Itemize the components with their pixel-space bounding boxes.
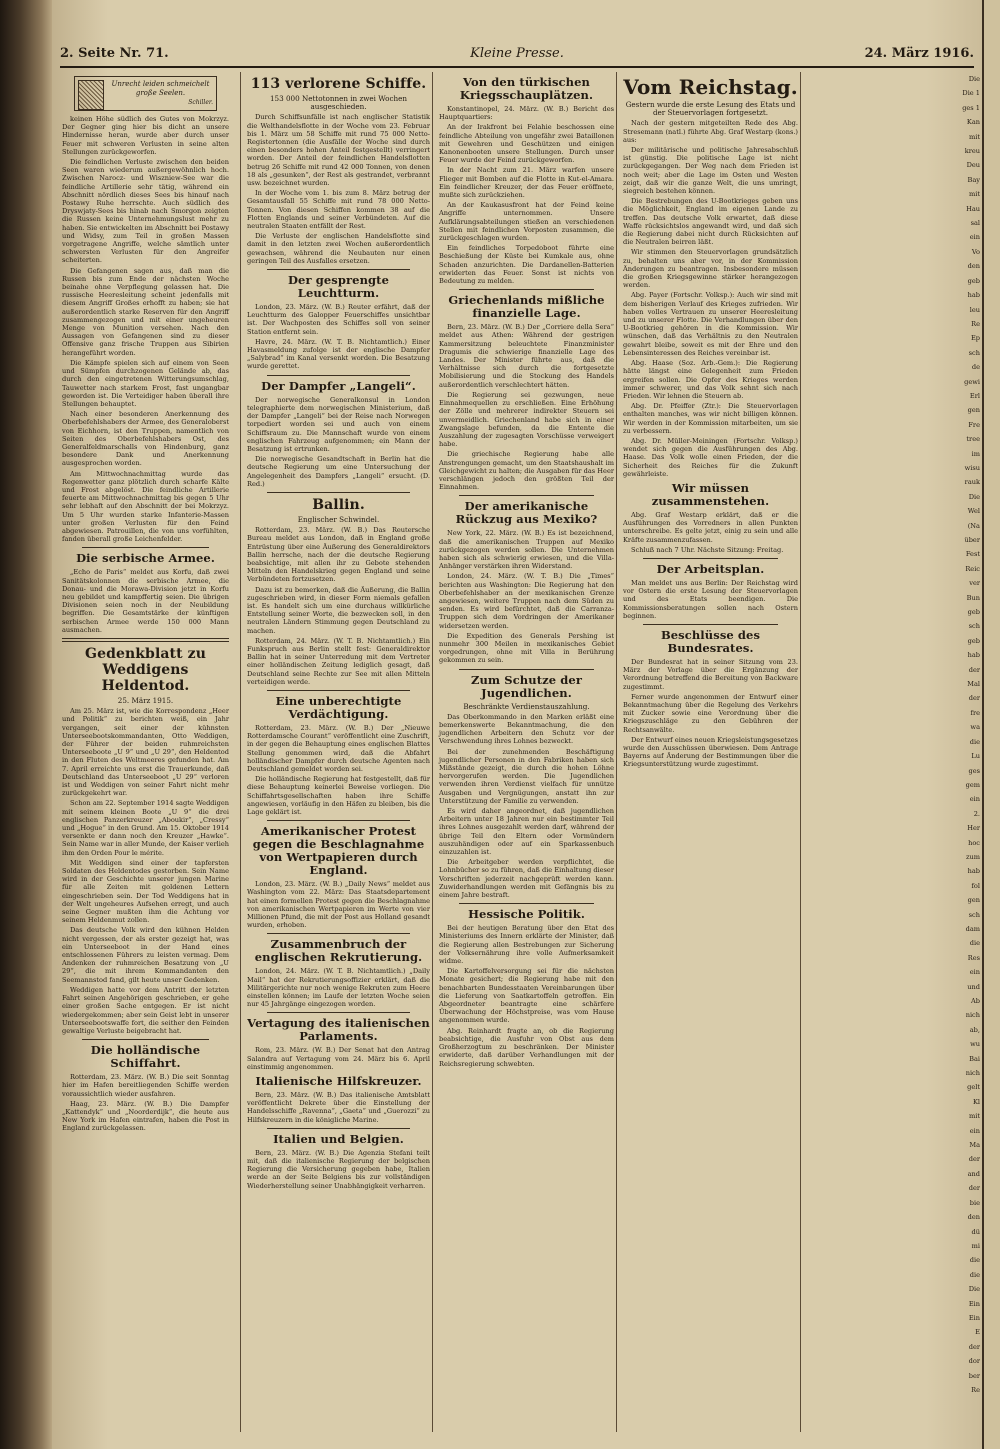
headline-greece-finance: Griechenlands mißliche finanzielle Lage. bbox=[448, 293, 605, 321]
column-3 bbox=[432, 72, 617, 1432]
text-fragment: Ein bbox=[968, 1313, 980, 1322]
text-fragment: hab bbox=[967, 651, 980, 660]
paragraph: London, 23. März. (W. B.) „Daily News“ meldet aus Washington vom 22. März: Das Staatsdepartement hat einen formellen Protest gegen die Beschlagnahme von amerikanischen Wertpapieren im Werte von vier Millionen Pfund, die mit der Post aus Holland gesandt wurden, erhoben. bbox=[247, 880, 430, 930]
paragraph: Havre, 24. März. (W. T. B. Nichtamtlich.) Einer Havasmeldung zufolge ist der englische Dampfer „Salybrad“ im Kanal versenkt worden. Die Besatzung wurde gerettet. bbox=[247, 337, 430, 371]
text-fragment: Kl bbox=[972, 1097, 980, 1106]
paragraph: Der Bundesrat hat in seiner Sitzung vom 23. März der Vorlage über die Ergänzung der Verordnung betreffend die Bereitung von Backware zugestimmt. bbox=[623, 657, 798, 691]
paragraph: Weddigen hatte vor dem Antritt der letzten Fahrt seinen Angehörigen geschrieben, er gehe einer großen Sache entgegen. Er ist nicht wiedergekommen; aber sein Geist lebt in unserer Unterseebootswaffe fort, die seither den Feinden gewaltige Verluste beigebracht hat. bbox=[62, 985, 229, 1035]
text-fragment: den bbox=[967, 262, 980, 271]
emblem-icon bbox=[78, 80, 104, 110]
text-fragment: and bbox=[967, 1169, 980, 1178]
headline-langeli: Der Dampfer „Langeli“. bbox=[261, 378, 416, 393]
text-fragment: dor bbox=[968, 1357, 980, 1366]
text-fragment: Hau bbox=[966, 204, 980, 213]
paragraph: Der militärische und politische Jahresabschluß ist günstig. Die politische Lage ist nicht zurückgegangen. Der Weg nach dem Frieden ist noch weit; aber die Lage im Osten und Westen zeigt, daß wir die ganze Welt, die uns umringt, siegreich bestehen können. bbox=[623, 146, 798, 196]
text-fragment: geb bbox=[967, 636, 980, 645]
text-fragment: fol bbox=[971, 881, 980, 890]
text-fragment: und bbox=[967, 982, 980, 991]
text-fragment: gem bbox=[965, 780, 980, 789]
text-fragment: die bbox=[969, 737, 980, 746]
text-fragment: die bbox=[969, 1270, 980, 1279]
headline-weddigen: Gedenkblatt zu Weddigens Heldentod. bbox=[85, 645, 206, 694]
paragraph: Die norwegische Gesandtschaft in Berlin hat die deutsche Regierung um eine Untersuchung der Angelegenheit des Dampfers „Langeli“ ersucht. (D. Red.) bbox=[247, 455, 430, 488]
paragraph: Die Bestrebungen des U-Bootkrieges geben uns die Möglichkeit, England im eigenen Lande zu treffen. Das deutsche Volk erwartet, daß diese Waffe rücksichtslos angewandt wird, und daß sich die Regierung dabei nicht durch Rücksichten auf die Neutralen beirren läßt. bbox=[623, 197, 798, 247]
newspaper-title: Kleine Presse. bbox=[470, 46, 564, 61]
headline-recruitment: Zusammenbruch der englischen Rekrutierung. bbox=[254, 937, 423, 965]
text-fragment: wisu bbox=[964, 463, 980, 472]
paragraph: Schon am 22. September 1914 sagte Weddigen mit seinem kleinen Boote „U 9“ die drei englischen Panzerkreuzer „Aboukir“, „Cressy“ und „Hogue“ in den Grund. Am 15. Oktober 1914 versenkte er dann noch den Kreuzer „Hawke“. Sein Name war in aller Munde, der Kaiser verlieh ihm den Orden Pour le mérite. bbox=[62, 799, 229, 857]
headline-suspicion: Eine unberechtigte Verdächtigung. bbox=[275, 693, 402, 721]
article-body bbox=[247, 724, 430, 816]
text-fragment: 2. bbox=[973, 809, 980, 818]
article-body bbox=[247, 1046, 430, 1071]
paragraph: Abg. Payer (Fortschr. Volksp.): Auch wir sind mit dem bisherigen Verlauf des Krieges zufrieden. Wir haben volles Vertrauen zu unserer Heeresleitung und zu unserer Flotte. Die Verhandlungen über den U-Bootkrieg gehören in die Kommission. Wir wünschen, daß das Verhältnis zu den Neutralen gewahrt bleibe, soweit es mit der Ehre und den Lebensinteressen des Reiches vereinbar ist. bbox=[623, 291, 798, 357]
paragraph: An der Kaukasusfront hat der Feind keine Angriffe unternommen. Unsere Aufklärungsabteilungen stießen an verschiedenen Stellen mit feindlichen Vorposten zusammen, die zurückgeschlagen wurden. bbox=[439, 201, 614, 243]
headline-ballin: Ballin. bbox=[312, 496, 365, 513]
text-fragment: Vo bbox=[971, 247, 980, 256]
paragraph: Abg. Reinhardt fragte an, ob die Regierung beabsichtige, die Ausfuhr von Obst aus dem Großherzogtum zu beschränken. Der Minister erwiderte, daß darüber Verhandlungen mit der Reichsregierung schwebten. bbox=[439, 1026, 614, 1068]
subheadline: Beschränkte Verdienstauszahlung. bbox=[463, 701, 590, 711]
paragraph: Schluß nach 7 Uhr. Nächste Sitzung: Freitag. bbox=[631, 545, 784, 554]
text-fragment: Bun bbox=[966, 593, 980, 602]
text-fragment: ein bbox=[969, 233, 980, 242]
text-fragment: Die bbox=[968, 1285, 980, 1294]
text-fragment: gelt bbox=[967, 1083, 980, 1092]
paragraph: Es wird daher angeordnet, daß jugendlichen Arbeitern unter 18 Jahren nur ein bestimmter Teil ihres Lohnes ausgezahlt werden darf, während der übrige Teil den Eltern oder Vormündern auszuhändigen oder auf ein Sparkassenbuch einzuzahlen ist. bbox=[439, 807, 614, 857]
paragraph: Abg. Haase (Soz. Arb.-Gem.): Die Regierung hätte längst eine Gelegenheit zum Frieden ergreifen sollen. Die Opfer des Krieges werden immer schwerer, und das Volk sehnt sich nach Frieden. Wir lehnen die Steuern ab. bbox=[623, 359, 798, 400]
paragraph: Die griechische Regierung habe alle Anstrengungen gemacht, um den Staatshaushalt im Gleichgewicht zu halten; die Ausgaben für das Heer verschlängen jedoch den größten Teil der Einnahmen. bbox=[439, 450, 614, 492]
paragraph: keinen Höhe südlich des Gutes von Mokrzyz. Der Gegner ging hier bis dicht an unsere Hindernisse heran, wurde aber durch unser Feuer mit schweren Verlusten in seine alten Stellungen zurückgeworfen. bbox=[62, 115, 229, 156]
paragraph: Bern, 23. März. (W. B.) Das italienische Amtsblatt veröffentlicht Dekrete über die Einstellung der Handelsschiffe „Ravenna“, „Gaeta“ und „Guerozzi“ zu Hilfskreuzern in die königliche Marine. bbox=[247, 1091, 430, 1124]
article-body bbox=[247, 303, 430, 371]
paragraph: Die holländische Regierung hat festgestellt, daß für diese Behauptung keinerlei Beweise vorliegen. Die Schiffahrtsgesellschaften haben ihre Schiffe angewiesen, vorläufig in den Häfen zu bleiben, bis die Lage geklärt ist. bbox=[247, 775, 430, 817]
paragraph: Abg. Graf Westarp erklärt, daß er die Ausführungen des Vorredners in allen Punkten unterschreibe. Es gelte jetzt, einig zu sein und alle Kräfte zusammenzufassen. bbox=[623, 510, 798, 544]
text-fragment: wa bbox=[970, 723, 980, 732]
text-fragment: ges bbox=[968, 766, 980, 775]
paragraph: Rotterdam, 23. März. (W. B.) Das Reutersche Bureau meldet aus London, daß in England große Entrüstung über eine Äußerung des Generaldirektors Ballin herrsche, nach der die deutsche Regierung beabsichtige, mit allen ihr zu Gebote stehenden Mitteln den Handelskrieg gegen England und seine Verbündeten fortzusetzen. bbox=[247, 526, 430, 584]
text-fragment: die bbox=[969, 939, 980, 948]
headline-stand-together: Wir müssen zusammenstehen. bbox=[651, 480, 770, 508]
headline-hessian-politics: Hessische Politik. bbox=[468, 907, 585, 922]
text-fragment: im bbox=[971, 449, 980, 458]
text-fragment: ab, bbox=[969, 1025, 980, 1034]
text-fragment: der bbox=[968, 665, 980, 674]
text-fragment: ein bbox=[969, 968, 980, 977]
article-body bbox=[623, 511, 798, 554]
paragraph: Die Arbeitgeber werden verpflichtet, die Lohnbücher so zu führen, daß die Einhaltung dieser Vorschriften jederzeit nachgeprüft werden kann. Zuwiderhandlungen werden mit Gefängnis bis zu einem Jahre bestraft. bbox=[439, 858, 614, 900]
text-fragment: Ab bbox=[971, 997, 980, 1005]
text-fragment: der bbox=[968, 1155, 980, 1164]
text-fragment: Ep bbox=[970, 334, 980, 343]
paragraph: London, 24. März. (W. T. B. Nichtamtlich.) „Daily Mail“ hat der Rekrutierungsoffizier erklärt, daß die Militärgerichte nur noch wenige Rekruten zum Heere einstellen können; im Laufe der letzten Woche seien nur 45 Jahrgänge eingezogen worden. bbox=[247, 967, 430, 1009]
paragraph: Die Regierung sei gezwungen, neue Einnahmequellen zu erschließen. Eine Erhöhung der Zölle und mehrerer indirekter Steuern sei unvermeidlich. Griechenland habe sich in einer Zwangslage befunden, da die Entente die Auszahlung der zugesagten Vorschüsse verweigert habe. bbox=[439, 390, 614, 449]
text-fragment: zum bbox=[966, 852, 980, 861]
text-fragment: mit bbox=[968, 1112, 980, 1121]
text-fragment: Bai bbox=[969, 1054, 980, 1063]
paragraph: In der Woche vom 1. bis zum 8. März betrug der Gesamtausfall 55 Schiffe mit rund 78 000 Netto-Tonnen. Von diesen Schiffen kommen 38 auf die Flotten Englands und seiner Verbündeten. Auf die neutralen Staaten entfällt der Rest. bbox=[247, 189, 430, 231]
article-body bbox=[62, 707, 229, 1035]
text-fragment: Ma bbox=[969, 1141, 980, 1150]
column-2 bbox=[240, 72, 433, 1432]
text-fragment: Die bbox=[968, 492, 980, 501]
text-fragment: ber bbox=[968, 1371, 980, 1380]
headline-lighthouse: Der gesprengte Leuchtturm. bbox=[287, 273, 390, 301]
text-fragment: dam bbox=[965, 924, 980, 933]
text-fragment: ein bbox=[969, 1126, 980, 1135]
article-body bbox=[62, 568, 229, 634]
article-body bbox=[623, 119, 798, 478]
headline-auxiliary-cruisers: Italienische Hilfskreuzer. bbox=[255, 1074, 422, 1089]
paragraph: Das Oberkommando in den Marken erläßt eine bemerkenswerte Bekanntmachung, die den jugendlichen Arbeitern den Schutz vor der Verschwendung ihres Lohnes bezweckt. bbox=[439, 712, 614, 746]
text-fragment: Erl bbox=[969, 391, 980, 400]
text-fragment: der bbox=[968, 1184, 980, 1193]
text-fragment: Kan bbox=[966, 118, 980, 127]
text-fragment: leu bbox=[969, 305, 980, 314]
text-fragment: sal bbox=[970, 219, 980, 228]
page-number: 2. Seite Nr. 71. bbox=[60, 46, 169, 61]
headline-turkish-front: Von den türkischen Kriegsschauplätzen. bbox=[459, 75, 594, 102]
text-fragment: rauk bbox=[964, 478, 980, 487]
text-fragment: ges 1 bbox=[962, 103, 980, 112]
text-fragment: kreu bbox=[964, 147, 980, 156]
text-fragment: dü bbox=[971, 1227, 980, 1236]
text-fragment: Re bbox=[971, 1385, 980, 1394]
text-fragment: Fre bbox=[968, 420, 980, 429]
paragraph: Bei der heutigen Beratung über den Etat des Ministeriums des Innern erklärte der Minister, daß die Regierung allen Bestrebungen zur Sicherung der Volksernährung ihre volle Aufmerksamkeit widme. bbox=[439, 924, 614, 966]
text-fragment: Mal bbox=[967, 680, 980, 689]
text-fragment: gewi bbox=[964, 377, 980, 386]
article-body bbox=[247, 526, 430, 686]
text-fragment: Lu bbox=[971, 752, 980, 761]
text-fragment: sch bbox=[968, 622, 980, 631]
article-body bbox=[62, 1073, 229, 1132]
text-fragment: E bbox=[975, 1328, 980, 1337]
text-fragment: (Na bbox=[967, 521, 980, 530]
text-fragment: hoc bbox=[968, 838, 980, 847]
page-header bbox=[60, 46, 974, 68]
paragraph: Konstantinopel, 24. März. (W. B.) Bericht des Hauptquartiers: bbox=[439, 105, 614, 122]
paragraph: Abg. Dr. Müller-Meiningen (Fortschr. Volksp.) wendet sich gegen die Ausführungen des Abg. Haase. Das Volk wolle einen Frieden, der die Sicherheit des Reiches für die Zukunft gewährleiste. bbox=[623, 436, 798, 478]
paragraph: Das deutsche Volk wird den kühnen Helden nicht vergessen, der als erster gezeigt hat, was ein Unterseeboot in der Hand eines entschlossenen Führers zu leisten vermag. Dem Andenken der ruhmreichen Besatzung von „U 29“, die mit ihrem Kommandanten den Seemannstod fand, gilt heute unser Gedenken. bbox=[62, 926, 229, 984]
paragraph: Ein feindliches Torpedoboot führte eine Beschießung der Küste bei Kumkale aus, ohne Schaden anzurichten. Die Dardanellen-Batterien erwiderten das Feuer. Sonst ist nichts von Bedeutung zu melden. bbox=[439, 244, 614, 286]
paragraph: Haag, 23. März. (W. B.) Die Dampfer „Kattendyk“ und „Noorderdijk“, die heute aus New York im Hafen eintrafen, haben die Post in England zurückgelassen. bbox=[62, 1099, 229, 1133]
paragraph: Mit Weddigen sind einer der tapfersten Soldaten des Heldentodes gestorben. Sein Name wird in der Geschichte unserer jungen Marine für alle Zeiten mit goldenen Lettern eingeschrieben sein. Der Tod Weddigens hat in der Welt ungeheures Aufsehen erregt, und auch seine Gegner mußten ihm die Achtung vor seinem Heldenmut zollen. bbox=[62, 858, 229, 925]
headline-work-plan: Der Arbeitsplan. bbox=[656, 561, 765, 576]
paragraph: Durch Schiffsunfälle ist nach englischer Statistik die Welthandelsflotte in der Woche vom 23. Februar bis 1. März um 58 Schiffe mit rund 75 000 Netto-Registertonnen (die Ausfälle der Woche sind durch einen besonders hohen Anteil festgestellt) verringert worden. Der Anteil der feindlichen Handelsflotten betrug 26 Schiffe mit rund 42 000 Tonnen, von denen 18 als „gesunken“, der Rest als gestrandet, verbrannt usw. bezeichnet wurden. bbox=[247, 113, 430, 188]
paragraph: Rotterdam, 23. März. (W. B.) Der „Nieuwe Rotterdamsche Courant“ veröffentlicht eine Zuschrift, in der gegen die Behauptung eines englischen Blattes Stellung genommen wird, daß die Abfahrt holländischer Dampfer durch deutsche Agenten nach Deutschland gemeldet worden sei. bbox=[247, 723, 430, 773]
text-fragment: Fest bbox=[965, 550, 980, 559]
subheadline: Gestern wurde die erste Lesung des Etats und der Steuervorlagen fortgesetzt. bbox=[625, 100, 796, 118]
paragraph: London, 24. März. (W. T. B.) Die „Times“ berichten aus Washington: Die Regierung hat den Oberbefehlshaber an der mexikanischen Grenze angewiesen, weitere Truppen nach dem Süden zu senden. Es wird befürchtet, daß die Carranza-Truppen sich dem Vordringen der Amerikaner widersetzen werden. bbox=[439, 572, 614, 630]
paragraph: Dazu ist zu bemerken, daß die Äußerung, die Ballin zugeschrieben wird, in dieser Form niemals gefallen ist. Es handelt sich um eine durchaus willkürliche Entstellung seiner Worte, die bezwecken soll, in den neutralen Ländern Stimmung gegen Deutschland zu machen. bbox=[247, 585, 430, 635]
text-fragment: Res bbox=[967, 953, 980, 962]
text-fragment: hab bbox=[967, 291, 980, 300]
text-fragment: gen bbox=[967, 406, 980, 415]
paragraph: Am Mittwochnachmittag wurde das Regenwetter ganz plötzlich durch scharfe Kälte und Frost abgelöst. Die feindliche Artillerie feuerte am Mittwochnachmittag bis gegen 5 Uhr sehr lebhaft auf den Abschnitt der bei Mokrzyz. Um 5 Uhr wurden starke Infanterie-Massen unter großen Verlusten für den Feind abgewiesen. Patrouillen, die von uns vorfühlten, fanden überall große Leichenfelder. bbox=[62, 469, 229, 544]
headline-italy-belgium: Italien und Belgien. bbox=[273, 1131, 404, 1146]
article-fragments bbox=[807, 72, 983, 1397]
article-body bbox=[439, 924, 614, 1067]
text-fragment: mi bbox=[971, 1241, 980, 1250]
article-body bbox=[247, 113, 430, 265]
text-fragment: der bbox=[968, 1342, 980, 1351]
headline-american-protest: Amerikanischer Protest gegen die Beschlagnahme von Wertpapieren durch England. bbox=[252, 824, 425, 878]
article-body bbox=[623, 579, 798, 620]
text-fragment: de bbox=[971, 363, 980, 372]
paragraph: Der norwegische Generalkonsul in London telegraphierte dem norwegischen Ministerium, daß der Dampfer „Langeli“ bei der Reise nach Norwegen torpediert worden sei und auch von einem Schiffsraum zu. Die Mannschaft wurde von einem englischen Fahrzeug aufgenommen; ein Mann der Besatzung ist ertrunken. bbox=[247, 395, 430, 453]
paragraph: Ferner wurde angenommen der Entwurf einer Bekanntmachung über die Regelung des Verkehrs mit Zucker sowie eine Verordnung über die Kriegszuschläge zu den Gebühren der Rechtsanwälte. bbox=[623, 692, 798, 734]
text-fragment: Wel bbox=[967, 507, 980, 516]
text-fragment: nich bbox=[965, 1011, 980, 1020]
paragraph: Die Verluste der englischen Handelsflotte sind damit in den letzten zwei Wochen außerordentlich gewachsen, während die Neubauten nur einen geringen Teil des Ausfalles ersetzen. bbox=[247, 232, 430, 265]
text-fragment: nich bbox=[965, 1069, 980, 1078]
paragraph: An der Irakfront bei Felahie beschossen eine feindliche Abteilung von ungefähr zwei Bataillonen mit Gewehren und Geschützen und einigen Kanonenbooten unsere Stellungen. Durch unser Feuer wurde der Feind zurückgeworfen. bbox=[439, 123, 614, 165]
headline-mexico: Der amerikanische Rückzug aus Mexiko? bbox=[455, 499, 598, 527]
text-fragment: gen bbox=[967, 896, 980, 905]
article-body bbox=[247, 1091, 430, 1124]
headline-reichstag: Vom Reichstag. bbox=[623, 75, 798, 99]
subheadline: 153 000 Nettotonnen in zwei Wochen ausgeschieden. bbox=[269, 94, 408, 112]
text-fragment: hab bbox=[967, 867, 980, 876]
paragraph: Die Gefangenen sagen aus, daß man die Russen bis zum Ende der nächsten Woche beinahe ohne Verpflegung gelassen hat. Die russische Heeresleitung scheint jedenfalls mit diesem Angriff Großes erhofft zu haben; sie hat außerordentlich starke Reserven für den Angriff zusammengezogen und mit einer ungeheuren Menge von Munition versehen. Nach den Aussagen von Gefangenen sind zu dieser Offensive ganz frische Truppen aus Sibirien herangeführt worden. bbox=[62, 266, 229, 357]
paragraph: Nach einer besonderen Anerkennung des Oberbefehlshabers der Armee, des Generaloberst von Eichhorn, ist den Truppen, namentlich von Seiten des Oberbefehlshabers Ost, des Generalfeldmarschalls von Hindenburg, ganz besondere Dank und Anerkennung ausgesprochen worden. bbox=[62, 410, 229, 468]
text-fragment: sch bbox=[968, 348, 980, 357]
article-body bbox=[439, 105, 614, 285]
column-4 bbox=[616, 72, 801, 1432]
column-1 bbox=[62, 72, 232, 1432]
paragraph: Abg. Dr. Pfeiffer (Ztr.): Die Steuervorlagen enthalten manches, was wir nicht billigen können. Wir werden in der Kommission mitarbeiten, um sie zu verbessern. bbox=[623, 402, 798, 435]
article-body bbox=[247, 1149, 430, 1190]
paragraph: Rotterdam, 23. März. (W. B.) Die seit Sonntag hier im Hafen bereitliegenden Schiffe werden voraussichtlich wieder ausfahren. bbox=[62, 1073, 229, 1098]
paragraph: In der Nacht zum 21. März warfen unsere Flieger mit Bomben auf die Flotte in Kut-el-Amara. Ein feindlicher Kreuzer, der das Feuer eröffnete, mußte sich zurückziehen. bbox=[439, 166, 614, 200]
text-fragment: über bbox=[964, 536, 980, 544]
paragraph: Der Entwurf eines neuen Kriegsleistungsgesetzes wurde den Ausschüssen überwiesen. Dem Antrage Bayerns auf Änderung der Bestimmungen über die Kriegsunterstützung wurde zugestimmt. bbox=[623, 735, 798, 769]
text-fragment: Die 1 bbox=[962, 89, 980, 98]
text-fragment: mit bbox=[968, 132, 980, 141]
text-fragment: Reic bbox=[965, 564, 980, 573]
headline-dutch-shipping: Die holländische Schiffahrt. bbox=[90, 1043, 201, 1071]
paragraph: Die feindlichen Verluste zwischen den beiden Seen waren wiederum außergewöhnlich hoch. Zwischen Narocz- und Wiszniew-See war die feindliche Artillerie sehr tätig, während ein Abschnitt nördlich dieses Sees bis hinauf nach Postawy Ruhe herrschte. Auch südlich des Dryswjaty-Sees bis hinab nach Smorgon zeigten die Russen keine Unternehmungslust mehr zu haben. Sie entwickelten im Abschnitt bei Postawy und Widsy, zum Teil in großen Massen vorgetragene Angriffe, welche sämtlich unter schwersten Verlusten für den Angreifer scheiterten. bbox=[62, 158, 229, 265]
next-page-edge bbox=[982, 0, 1000, 1449]
paragraph: Nach der gestern mitgeteilten Rede des Abg. Stresemann (natl.) führte Abg. Graf Westarp (kons.) aus: bbox=[623, 119, 798, 144]
text-fragment: geb bbox=[967, 276, 980, 285]
paragraph: Man meldet uns aus Berlin: Der Reichstag wird vor Ostern die erste Lesung der Steuervorlagen und des Etats beendigen. Die Kommissionsberatungen sollen nach Ostern beginnen. bbox=[623, 578, 798, 620]
headline-lost-ships: 113 verlorene Schiffe. bbox=[250, 76, 427, 92]
paragraph: Die Kämpfe spielen sich auf einem von Seen und Sümpfen durchzogenen Gelände ab, das durch den eingetretenen Witterungsumschlag, Tauwetter nach starkem Frost, fast ungangbar geworden ist. Die Verteidiger haben überall ihre Stellungen behauptet. bbox=[62, 358, 229, 408]
column-5-cut-off bbox=[800, 72, 983, 1432]
paragraph: New York, 22. März. (W. B.) Es ist bezeichnend, daß die amerikanischen Truppen auf Mexiko zurückgezogen werden sollen. Die Unternehmen haben sich als schwierig erwiesen, und die Villa-Anhänger verstärken ihren Widerstand. bbox=[439, 529, 614, 571]
paragraph: Die Kartoffelversorgung sei für die nächsten Monate gesichert; die Regierung habe mit den benachbarten Bundesstaaten Vereinbarungen über die Lieferung von Saatkartoffeln getroffen. Ein Abgeordneter beantragte eine schärfere Überwachung der Höchstpreise, was vom Hause angenommen wurde. bbox=[439, 967, 614, 1025]
book-binding-gutter bbox=[0, 0, 52, 1449]
subheadline: Englischer Schwindel. bbox=[297, 514, 380, 524]
headline-bundesrat: Beschlüsse des Bundesrates. bbox=[660, 627, 761, 655]
text-fragment: Her bbox=[967, 824, 980, 833]
motto-text: Unrecht leiden schmeichelt große Seelen. bbox=[111, 80, 210, 97]
motto-author: Schiller. bbox=[188, 99, 213, 106]
paragraph: Wir stimmen den Steuervorlagen grundsätzlich zu, behalten uns aber vor, in der Kommission Änderungen zu beantragen. Insbesondere müssen die großen Kriegsgewinne stärker herangezogen werden. bbox=[623, 248, 798, 290]
paragraph: Am 25. März ist, wie die Korrespondenz „Heer und Politik“ zu berichten weiß, ein Jahr vergangen, seit einer der kühnsten Unterseebootskommandanten, Otto Weddigen, der Führer der beiden ruhmreichsten Unterseeboote „U 9“ und „U 29“, den Heldentod in den Fluten des Weltmeeres gefunden hat. Am 7. April erreichte uns erst die Trauerkunde, daß Deutschland das Unterseeboot „U 29“ verloren ist und Weddigen von seiner Fahrt nicht mehr zurückgekehrt war. bbox=[62, 707, 229, 798]
text-fragment: bie bbox=[969, 1198, 980, 1207]
article-body bbox=[439, 323, 614, 491]
text-fragment: der bbox=[968, 694, 980, 703]
paragraph: Bern, 23. März. (W. B.) Der „Corriere della Sera“ meldet aus Athen: Während der gestrigen Kammersitzung beleuchtete Finanzminister Dragumis die schwierige finanzielle Lage des Landes. Der Minister führte aus, daß die Verhältnisse sich durch die fortgesetzte Mobilisierung und die Stockung des Handels außerordentlich verschlechtert hätten. bbox=[439, 323, 614, 389]
text-fragment: Re bbox=[971, 319, 980, 328]
headline-italian-parliament: Vertagung des italienischen Parlaments. bbox=[247, 1016, 430, 1044]
article-body bbox=[247, 967, 430, 1008]
newspaper-page bbox=[52, 0, 982, 1449]
paragraph: „Echo de Paris“ meldet aus Korfu, daß zwei Sanitätskolonnen die serbische Armee, die Donau- und die Morawa-Division jetzt in Korfu neu gebildet und kampffertig seien. Die übrigen Divisionen seien noch in der Neubildung begriffen. Die Gesamtstärke der künftigen serbischen Armee werde 150 000 Mann ausmachen. bbox=[62, 568, 229, 634]
headline-youth-protection: Zum Schutze der Jugendlichen. bbox=[470, 672, 583, 700]
text-fragment: wu bbox=[970, 1040, 980, 1049]
text-fragment: Die bbox=[968, 75, 980, 83]
text-fragment: ein bbox=[969, 795, 980, 804]
paragraph: London, 23. März. (W. B.) Reuter erfährt, daß der Leuchtturm des Galopper Feuerschiffes unsichtbar ist. Der Wachposten des Schiffes soll von seiner Station entfernt sein. bbox=[247, 303, 430, 336]
text-fragment: den bbox=[967, 1213, 980, 1222]
article-dateline: 25. März 1915. bbox=[117, 695, 174, 705]
paragraph: Rom, 23. März. (W. B.) Der Senat hat den Antrag Salandra auf Vertagung vom 24. März bis 6. April einstimmig angenommen. bbox=[247, 1046, 430, 1071]
text-fragment: die bbox=[969, 1256, 980, 1265]
paragraph: Bei der zunehmenden Beschäftigung jugendlicher Personen in den Fabriken haben sich Mißstände gezeigt, die durch die hohen Löhne hervorgerufen werden. Die Jugendlichen verwenden ihren Verdienst vielfach für unnütze Ausgaben und Vergnügungen, anstatt ihn zur Unterstützung der Familie zu verwenden. bbox=[439, 747, 614, 805]
text-fragment: fre bbox=[970, 708, 980, 717]
article-body bbox=[247, 396, 430, 488]
article-body bbox=[247, 880, 430, 929]
paragraph: Rotterdam, 24. März. (W. T. B. Nichtamtlich.) Ein Funkspruch aus Berlin stellt fest: Generaldirektor Ballin hat in seiner Unterredung mit dem Vertreter einer holländischen Zeitung lediglich gesagt, daß Deutschland seine Rechte zur See mit allen Mitteln verteidigen werde. bbox=[247, 636, 430, 686]
headline-serbian-army: Die serbische Armee. bbox=[76, 551, 215, 566]
text-fragment: Deu bbox=[966, 161, 980, 170]
article-body bbox=[623, 658, 798, 769]
text-fragment: Bay bbox=[967, 175, 980, 184]
article-body bbox=[439, 529, 614, 664]
text-fragment: ver bbox=[969, 579, 980, 588]
paragraph: Bern, 23. März. (W. B.) Die Agenzia Stefani teilt mit, daß die italienische Regierung der belgischen Regierung die Versicherung gegeben habe, Italien werde an der Seite Belgiens bis zur vollständigen Wiederherstellung seiner Unabhängigkeit verharren. bbox=[247, 1148, 430, 1190]
issue-date: 24. März 1916. bbox=[864, 46, 974, 61]
article-body bbox=[62, 115, 229, 543]
paragraph: Die Expedition des Generals Pershing ist nunmehr 300 Meilen in mexikanisches Gebiet vorgedrungen, ohne mit Villa in Berührung gekommen zu sein. bbox=[439, 631, 614, 665]
text-fragment: sch bbox=[968, 910, 980, 919]
text-fragment: tree bbox=[966, 435, 980, 444]
text-fragment: geb bbox=[967, 608, 980, 617]
text-fragment: Ein bbox=[968, 1299, 980, 1308]
text-fragment: mit bbox=[968, 190, 980, 199]
motto-box bbox=[74, 76, 217, 111]
article-body bbox=[439, 713, 614, 899]
